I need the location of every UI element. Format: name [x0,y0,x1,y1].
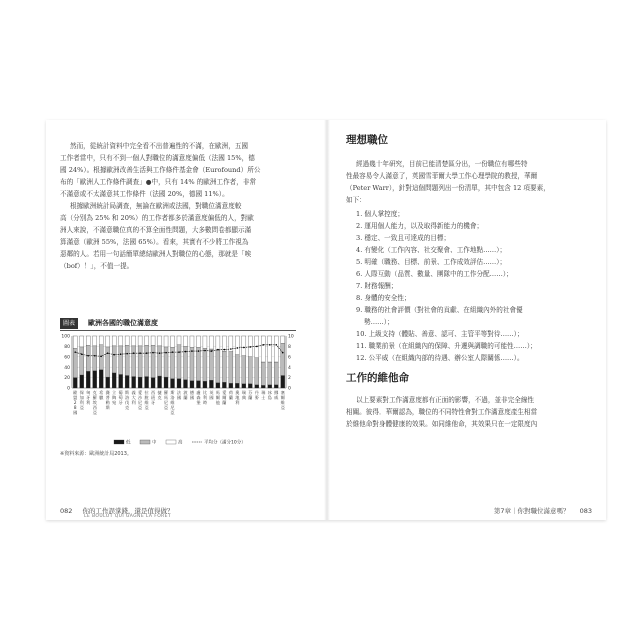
bar-segment [138,346,142,377]
x-tick-label-char: 埃 [92,400,97,405]
bar-segment [112,336,116,346]
text-line: （Peter Warr），針對這個問題列出一份清單，其中包含 12 項要素， [346,184,550,192]
text-line: 如下： [346,196,366,204]
x-tick-label-char: 西 [150,390,156,395]
x-tick-label-char: 挪 [274,390,279,395]
x-tick-label-char: 羅 [92,395,97,400]
bar-segment [73,378,77,388]
legend-label: 平均分（滿分10分） [204,440,246,446]
bar-segment [209,349,213,380]
x-tick-label-char: 丹 [254,390,259,395]
bar-segment [203,336,207,348]
bar-segment [274,362,278,385]
average-point [230,348,232,350]
x-tick-label-char: 瑞 [261,390,266,395]
x-tick-label-char: 大 [131,395,136,400]
average-point [107,352,109,354]
bar-segment [261,336,265,362]
average-point [204,350,206,352]
bar-segment [229,383,233,388]
x-tick-label-char: 愛 [222,390,227,395]
average-point [87,355,89,357]
x-tick-label-char: 牙 [150,400,156,405]
average-point [250,346,252,348]
bar-segment [119,336,123,346]
x-tick-label-char: 瑞 [241,390,246,395]
x-tick-label-char: 亞 [280,405,285,410]
text-line: 然而，從統計資料中完全看不出普遍性的不滿，在歐洲，五國 [70,142,249,150]
x-tick-label-char: 馬 [215,390,221,395]
x-tick-label-char: 拉 [144,390,149,395]
bar-segment [196,336,200,347]
bar-segment [177,379,181,388]
x-tick-label-char: 蘭 [183,395,188,400]
bar-segment [119,346,123,375]
average-point [120,353,122,355]
y-tick-label: 100 [61,334,70,340]
x-tick-label-char: 利 [235,400,240,405]
bar-segment [281,343,285,375]
x-tick-label-char: 蘭 [222,400,227,405]
x-tick-label-char: 歐 [73,390,78,395]
text-line: 國 24%）。根據歐洲改善生活與工作條件基金會（Eurofound）所公 [60,166,261,174]
average-point [282,352,284,354]
bar-segment [216,336,220,350]
bar-segment [125,336,129,345]
x-tick-label-char: 法 [176,390,182,395]
x-tick-label-char: 芬 [248,390,253,395]
y-tick-label: 0 [67,386,70,392]
bar-segment [281,376,285,388]
text-line: 根據歐洲統計局調查，無論在歐洲或法國，對職位滿意度較 [70,202,242,210]
x-tick-label-char: 尼 [137,400,143,405]
x-tick-label-char: 利 [86,400,91,405]
x-tick-label-char: 斯 [105,405,110,410]
text-line: 經過幾十年研究，目前已能清楚區分出，一份職位有哪些特 [356,160,528,168]
x-tick-label-char: 亞 [92,410,97,415]
bar-segment [235,383,239,388]
chart-source: ※資料來源：歐洲統計局2013。 [60,451,132,457]
y2-tick-label: 6 [288,355,291,361]
requirement-item: 2. 運用個人能力，以及取得新能力的機會； [356,222,484,230]
legend-swatch [140,440,150,444]
chart-tag: 圖表 [60,318,78,329]
x-tick-label-char: 島 [267,395,272,400]
bar-segment [274,385,278,388]
x-tick-label-char: 比 [202,390,208,395]
bar-segment [138,377,142,388]
x-tick-label-char: 時 [202,400,208,405]
bar-segment [145,336,149,345]
x-tick-label-char: 利 [79,400,84,405]
average-point [275,344,277,346]
average-point [172,351,174,353]
average-point [269,344,271,346]
x-tick-label-char: 國 [209,395,214,400]
x-tick-label-char: 克 [157,395,162,400]
bar-segment [190,381,194,388]
bar-segment [261,385,265,388]
chart-rule [60,330,296,331]
bar-segment [106,377,110,388]
x-tick-label-char: 奧 [235,390,240,395]
bar-segment [73,336,77,348]
x-tick-label-char: 牙 [118,400,123,405]
bar-segment [125,345,129,375]
bar-segment [274,336,278,362]
x-tick-label-char: 陶 [112,395,117,400]
section-heading-vitamins: 工作的維他命 [346,372,409,384]
x-tick-label-char: 維 [144,400,149,405]
bar-segment [119,374,123,388]
x-tick-label-char: 亞 [163,405,169,410]
x-tick-label-char: 蘭 [248,395,253,400]
x-tick-label-char: 宛 [112,400,117,405]
bar-segment [99,370,103,388]
bar-segment [99,345,103,370]
bar-segment [164,336,168,347]
bar-segment [229,352,233,384]
x-tick-label-char: 勒 [105,400,110,405]
average-point [81,353,83,355]
x-tick-label-char: 冰 [267,390,272,395]
x-tick-label-char: 西 [92,405,97,410]
bar-segment [171,336,175,347]
x-tick-label-char: 匈 [86,390,91,395]
x-tick-label-char: 普 [105,395,110,400]
bar-segment [112,346,116,373]
text-line: 相關。彼得．華爾認為，職位的不同特性會對工作滿意度產生相當 [346,408,538,416]
x-tick-label-char: 愛 [137,390,143,395]
x-tick-label-char: 葡 [118,390,123,395]
x-tick-label-char: 森 [196,395,201,400]
x-tick-label-char: 臘 [99,395,104,400]
x-tick-label-char: 斯 [170,390,175,395]
y2-tick-label: 0 [288,386,291,392]
bar-segment [268,336,272,362]
average-point [191,350,193,352]
left-running-subtitle: LE BOULOT QUI GAGNE LA FORET [84,514,172,519]
average-point [94,355,96,357]
x-tick-label-char: 班 [150,395,156,400]
bar-segment [164,347,168,377]
x-tick-label-char: 地 [235,395,240,400]
requirement-item: 6. 人際互動（品質、數量、團隊中的工作分配……）； [356,270,513,278]
average-point [178,351,180,353]
x-tick-label-char: 羅 [163,390,169,395]
left-page-number: 082 [60,507,73,515]
bar-segment [248,384,252,388]
average-point [211,350,213,352]
y-tick-label: 60 [64,355,70,361]
bar-segment [86,345,90,371]
x-tick-label-char: 荷 [228,390,233,395]
text-line: 工作者當中，只有不到一個人對職位的滿意度偏低（法國 15%，德 [60,154,255,162]
x-tick-label-char: 牙 [86,395,91,400]
bar-segment [125,376,129,388]
requirement-item: 8. 身體的安全性； [356,294,411,302]
x-tick-label-char: 維 [170,400,175,405]
bar-segment [99,336,103,345]
bar-segment [86,371,90,388]
x-tick-label-char: 克 [92,390,97,395]
x-tick-label-char: 沙 [137,395,143,400]
average-point [152,352,154,354]
bar-segment [209,336,213,349]
bar-segment [177,345,181,379]
x-tick-label-char: 他 [215,400,221,405]
x-tick-label-char: 爾 [215,395,221,400]
bar-segment [158,346,162,376]
text-line: 布的「歐洲人工作條件調查」●中，只有 14% 的歐洲工作者，非常 [60,178,257,186]
average-point [126,353,128,355]
bar-segment [132,377,136,388]
average-point [237,347,239,349]
x-tick-label-char: 塞 [280,390,285,395]
right-footer [494,506,592,515]
legend-label: 低 [126,440,131,446]
requirement-item: 9. 職務的社會評價（對社會的貢獻、在組織內外的社會優 [356,306,523,314]
bar-segment [93,346,97,371]
bar-segment [268,385,272,388]
text-line: 於維他命對身體健康的效果。如同維他命，其效果只在一定限度內 [346,420,538,428]
x-tick-label-char: 德 [189,390,195,395]
text-line: （bof）！」，不值一提。 [60,262,134,270]
text-line: 洲人來說，不滿意職位真的不算全面性問題，大多數問卷都顯示滿 [60,226,252,234]
bar-segment [151,345,155,377]
legend-label: 高 [178,440,183,446]
x-tick-label-char: 保 [79,390,84,395]
section-heading-ideal-job: 理想職位 [346,134,388,146]
x-tick-label-char: 克 [125,405,130,410]
left-page [46,120,326,520]
requirement-item: 7. 財務報酬； [356,282,398,290]
y2-tick-label: 8 [288,345,291,350]
average-point [139,352,141,354]
average-point [198,350,200,352]
x-tick-label-char: 義 [131,390,136,395]
average-point [159,352,161,354]
book-spread [46,120,606,520]
bar-segment [80,375,84,388]
bar-segment [248,357,252,384]
y2-tick-label: 2 [288,376,291,382]
legend-swatch [166,440,176,444]
text-line: 算滿意（歐洲 55%，法國 65%）。看來，其實有不少將工作視為 [60,238,249,246]
bar-segment [235,336,239,355]
x-tick-label-char: 英 [209,390,214,395]
bar-segment [242,384,246,388]
y-tick-label: 80 [64,345,70,350]
x-tick-label-char: 洛 [170,395,175,400]
requirement-item: 5. 明確（職務、目標、前景、工作成效評估……）； [356,258,507,266]
text-line: 惡鄰的人。若用一句話簡單總結歐洲人對職位的心態，那就是「唉 [60,250,252,258]
x-tick-label-char: 堡 [196,400,201,405]
requirement-item: 4. 有變化（工作內容、社交聚會、工作地點……）； [356,246,507,254]
bar-segment [80,347,84,375]
x-tick-label-char: 國 [73,410,78,415]
average-point [224,349,226,351]
left-running-title: 你的工作誤掌錢，還是值得做？ [82,507,174,515]
y2-tick-label: 10 [288,334,294,340]
bar-segment [145,377,149,388]
average-point [74,351,76,353]
bar-segment [138,336,142,346]
bar-segment [242,356,246,384]
x-tick-label-char: 威 [274,395,279,400]
bar-segment [86,336,90,345]
x-tick-label-char: 尼 [170,405,175,410]
bar-segment [190,347,194,380]
average-point [185,351,187,353]
bar-segment [93,336,97,346]
x-tick-label-char: 亞 [79,405,84,410]
bar-segment [203,381,207,388]
bar-segment [222,382,226,388]
bar-segment [158,376,162,388]
x-tick-label-char: 利 [131,400,136,405]
x-tick-label-char: 士 [261,395,266,400]
bar-segment [80,336,84,347]
bar-segment [190,336,194,347]
chart-header [60,318,296,330]
requirement-item: 3. 穩定、一致且可達成的目標； [356,234,451,242]
x-tick-label-char: 盟 [73,395,78,400]
x-tick-label-char: 亞 [137,405,143,410]
requirement-item: 1. 個人掌控度； [356,210,404,218]
y2-tick-label: 4 [288,365,291,371]
average-point [263,344,265,346]
x-tick-label-char: 典 [241,395,246,400]
bar-segment [151,336,155,345]
average-point [146,352,148,354]
x-tick-label-char: 尼 [163,400,169,405]
legend-swatch [114,440,124,444]
average-point [165,352,167,354]
bar-segment [112,373,116,388]
average-point [217,349,219,351]
bar-segment [106,336,110,347]
bar-segment [93,371,97,388]
bar-segment [203,348,207,381]
bar-segment [209,380,213,388]
x-tick-label-char: 加 [79,395,84,400]
requirement-item: 12. 公平威（在組織內部的待遇、辦公室人際關係……）。 [356,354,524,362]
x-tick-label-char: 斯 [125,390,130,395]
bar-segment [151,378,155,388]
x-tick-label-char: 賽 [105,390,110,395]
x-tick-label-char: 爾 [222,395,227,400]
bar-segment [196,381,200,388]
average-point [133,352,135,354]
bar-segment [216,350,220,383]
x-tick-label-char: 2 [73,400,77,405]
bar-segment [255,385,259,388]
x-tick-label-char: 維 [280,400,285,405]
bar-segment [106,347,110,377]
x-tick-label-char: 8 [73,405,77,410]
bar-segment [281,336,285,343]
requirements-list [356,208,537,364]
requirement-item: 勢……）； [364,318,394,326]
requirement-item: 10. 上級支持（體貼、善意、認可、主管平等對待……）； [356,330,524,338]
x-tick-label-char: 希 [99,390,104,395]
right-page-number: 083 [579,507,592,515]
bar-segment [242,336,246,356]
text-line: 以上要素對工作滿意度都有正面的影響，不過，並非完全線性 [356,396,535,404]
x-tick-label-char: 麥 [254,395,259,400]
bar-segment [171,379,175,388]
x-tick-label-char: 亞 [144,405,149,410]
bar-segment [216,383,220,388]
bar-segment [183,380,187,388]
x-tick-label-char: 洛 [125,395,130,400]
right-page [328,120,606,520]
x-tick-label-char: 萄 [118,395,123,400]
bar-segment [235,355,239,384]
bar-segment [183,336,187,346]
x-tick-label-char: 波 [183,390,188,395]
x-tick-label-char: 蘭 [228,395,233,400]
x-tick-label-char: 立 [112,390,117,395]
bar-segment [268,362,272,385]
bar-segment [158,336,162,346]
x-tick-label-char: 脫 [144,395,149,400]
average-point [243,347,245,349]
x-tick-label-char: 捷 [157,390,162,395]
x-tick-label-char: 國 [176,395,182,400]
x-tick-label-char: 馬 [163,395,169,400]
x-tick-label-char: 盧 [196,390,201,395]
chart-title: 歐洲各國的職位滿意度 [88,319,158,327]
chapter-label: 第7章｜你對職位滿意嗎？ [493,507,570,515]
requirement-item: 11. 職業前景（在組織內的保障、升遷與調職的可能性……）； [356,342,537,350]
bar-segment [255,358,259,385]
y-tick-label: 20 [64,376,70,382]
average-point [256,346,258,348]
bar-segment [261,362,265,385]
text-line: 不滿意或不太滿意其工作條件（法國 20%，德國 11%）。 [60,190,229,198]
x-tick-label-char: 利 [202,395,208,400]
bar-segment [132,336,136,346]
text-line: 性最容易令人滿意了，英國雪菲爾大學工作心理學院的教授，華爾 [346,172,538,180]
x-tick-label-char: 爾 [280,395,285,400]
x-tick-label-char: 伐 [125,400,130,405]
average-point [113,354,115,356]
satisfaction-chart [54,332,304,448]
bar-segment [132,346,136,377]
x-tick-label-char: 國 [189,395,195,400]
bar-segment [222,351,226,382]
bar-segment [164,377,168,388]
bar-segment [145,345,149,376]
average-point [100,355,102,357]
bar-segment [177,336,181,345]
legend-label: 中 [152,440,157,446]
text-line: 高（分別為 25% 和 20%）的工作者都多於滿意度偏低的人，對歐 [60,214,254,222]
x-tick-label-char: 亞 [170,410,175,415]
bar-segment [196,347,200,380]
y-tick-label: 40 [64,365,70,371]
